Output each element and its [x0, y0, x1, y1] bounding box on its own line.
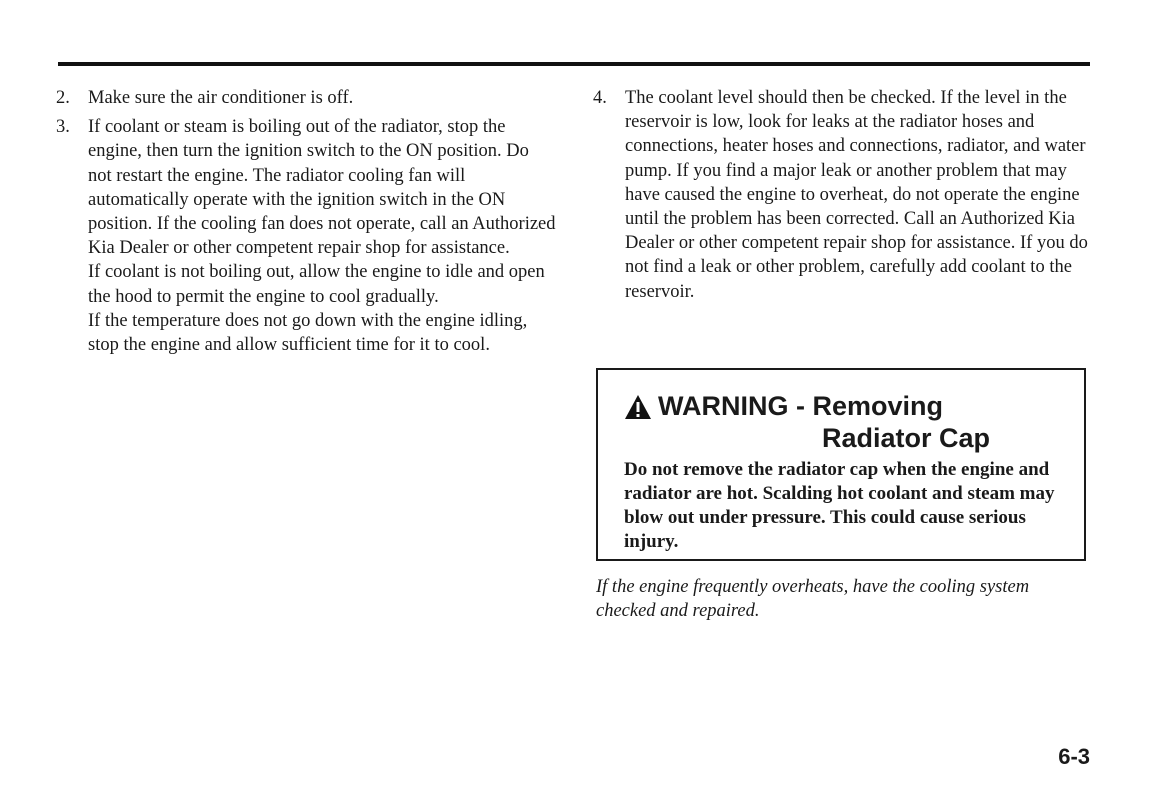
warning-body: Do not remove the radiator cap when the engine and radiator are hot. Scalding hot coolant and steam may blow out under pressure. This could cause serious injury. — [624, 459, 1055, 552]
list-item-4 — [593, 86, 1093, 304]
item-number: 2. — [56, 88, 70, 108]
item-text — [88, 86, 353, 110]
item-paragraph: If coolant or steam is boiling out of the radiator, stop the engine, then turn the ignition switch to the ON position. Do not restart the engine. The radiator cooling fan will automatically operate with the ignition switch in the ON position. If the cooling fan does not operate, call an Authorized Kia Dealer or other competent repair shop for assistance. — [88, 117, 556, 259]
left-column — [56, 86, 556, 362]
item-paragraph: Make sure the air conditioner is off. — [88, 88, 354, 108]
item-paragraph: If coolant is not boiling out, allow the engine to idle and open the hood to permit the engine to cool gradually. — [88, 262, 545, 307]
warning-title — [624, 390, 1084, 422]
item-number: 4. — [593, 88, 607, 108]
item-paragraph: The coolant level should then be checked. If the level in the reservoir is low, look for leaks at the radiator hoses and connections, heater hoses and connections, radiator, and water pump. If you find a major leak or another problem that may have caused the engine to overheat, do not operate the engine until the problem has been corrected. Call an Authorized Kia Dealer or other competent repair shop for assistance. If you do not find a leak or other problem, carefully add coolant to the reservoir. — [625, 88, 1088, 302]
item-text — [625, 86, 1093, 304]
page-number: 6-3 — [1058, 744, 1090, 769]
list-item-2 — [56, 86, 556, 110]
item-paragraph: If the temperature does not go down with the engine idling, stop the engine and allow sufficient time for it to cool. — [88, 310, 528, 356]
warning-title-line2: Radiator Cap — [821, 423, 990, 453]
item-number: 3. — [56, 117, 70, 138]
top-rule — [58, 62, 1090, 66]
warning-box — [596, 368, 1086, 561]
italic-note: If the engine frequently overheats, have the cooling system checked and repaired. — [596, 577, 1030, 621]
warning-title-line1: WARNING - Removing — [658, 391, 944, 421]
warning-triangle-icon — [624, 394, 652, 420]
right-column — [593, 86, 1093, 309]
item-text — [88, 115, 556, 357]
list-item-3 — [56, 115, 556, 357]
